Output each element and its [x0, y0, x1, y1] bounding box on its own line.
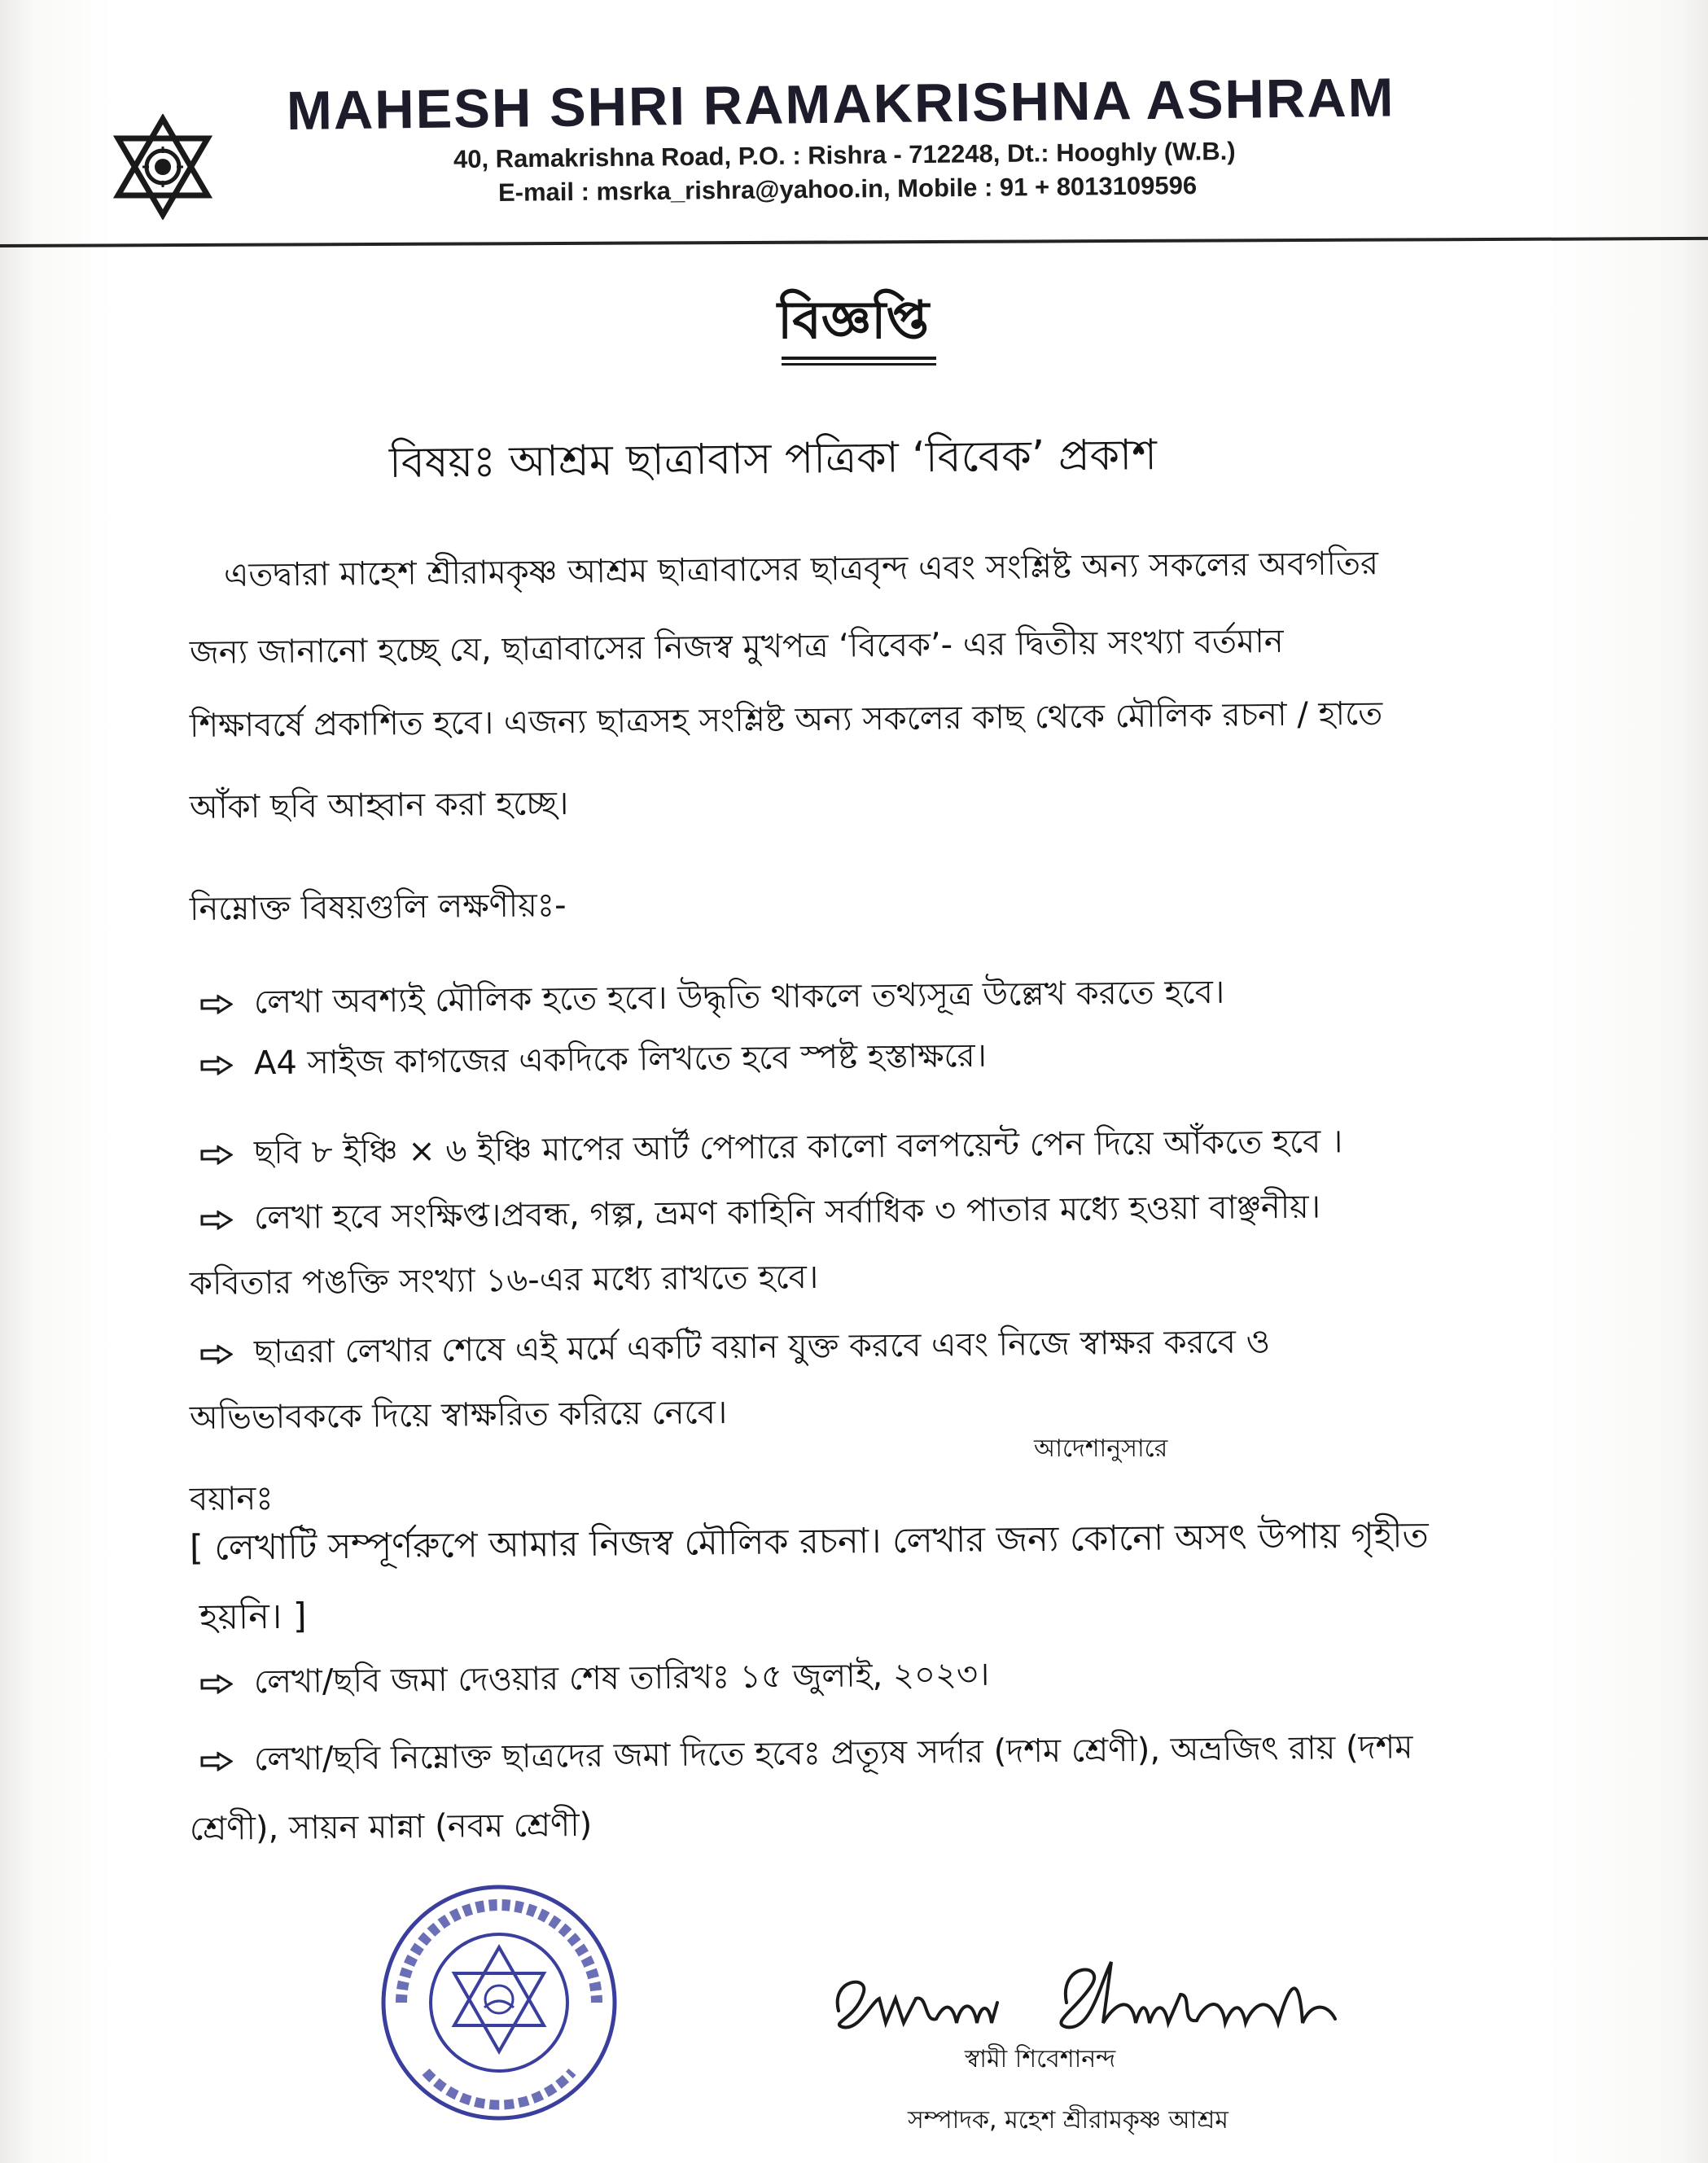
point-5 — [200, 1316, 1271, 1381]
point-2 — [200, 1030, 988, 1092]
point-4-text: লেখা হবে সংক্ষিপ্ত।প্রবন্ধ, গল্প, ভ্রমণ কাহিনি সর্বাধিক ৩ পাতার মধ্যে হওয়া বাঞ্ছনীয়। — [253, 1188, 1321, 1237]
points-heading: নিম্নোক্ত বিষয়গুলি লক্ষণীয়ঃ- — [189, 887, 567, 928]
organization-address: 40, Ramakrishna Road, P.O. : Rishra - 712248, Dt.: Hooghly (W.B.) — [453, 136, 1236, 173]
notice-title: বিজ্ঞপ্তি — [777, 291, 930, 351]
title-underline-2 — [782, 363, 936, 366]
declaration-line-2: হয়নি। ] — [199, 1596, 307, 1638]
point-1-text: লেখা অবশ্যই মৌলিক হতে হবে। উদ্ধৃতি থাকলে তথ্যসূত্র উল্লেখ করতে হবে। — [253, 973, 1225, 1022]
ashram-logo-icon — [110, 114, 216, 220]
submission-text: লেখা/ছবি নিম্নোক্ত ছাত্রদের জমা দিতে হবেঃ প্রত্যূষ সর্দার (দশম শ্রেণী), অভ্রজিৎ রায় (দশম — [253, 1728, 1413, 1779]
signature-scrawl — [822, 1946, 1392, 2043]
intro-line-3: শিক্ষাবর্ষে প্রকাশিত হবে। এজন্য ছাত্রসহ সংশ্লিষ্ট অন্য সকলের কাছ থেকে মৌলিক রচনা / হাতে — [189, 694, 1383, 745]
arrow-icon — [200, 1752, 233, 1771]
intro-line-4: আঁকা ছবি আহ্বান করা হচ্ছে। — [189, 785, 569, 826]
point-3 — [200, 1115, 1343, 1182]
deadline-text: লেখা/ছবি জমা দেওয়ার শেষ তারিখঃ ১৫ জুলাই, ২০২৩। — [253, 1655, 990, 1701]
signatory-name: স্বামী শিবেশানন্দ — [965, 2045, 1116, 2073]
point-3-text: ছবি ৮ ইঞ্চি × ৬ ইঞ্চি মাপের আর্ট পেপারে কালো বলপয়েন্ট পেন দিয়ে আঁকতে হবে । — [253, 1123, 1343, 1172]
arrow-icon — [200, 1211, 233, 1230]
point-5-continuation: অভিভাবককে দিয়ে স্বাক্ষরিত করিয়ে নেবে। — [189, 1394, 728, 1437]
signatory-designation: সম্পাদক, মহেশ শ্রীরামকৃষ্ণ আশ্রম — [908, 2106, 1228, 2135]
by-order-label: আদেশানুসারে — [1034, 1434, 1168, 1463]
arrow-icon — [200, 1056, 233, 1075]
arrow-icon — [200, 995, 233, 1014]
organization-contact: E-mail : msrka_rishra@yahoo.in, Mobile : 91 + 8013109596 — [497, 171, 1198, 207]
point-2-text: A4 সাইজ কাগজের একদিকে লিখতে হবে স্পষ্ট হস্তাক্ষরে। — [253, 1036, 988, 1083]
arrow-icon — [200, 1345, 233, 1364]
arrow-icon — [200, 1675, 233, 1694]
point-4 — [200, 1181, 1321, 1247]
submission-continuation: শ্রেণী), সায়ন মান্না (নবম শ্রেণী) — [189, 1806, 593, 1848]
ashram-seal — [377, 1881, 621, 2125]
point-4-continuation: কবিতার পঙক্তি সংখ্যা ১৬-এর মধ্যে রাখতে হবে। — [189, 1258, 819, 1303]
submission — [200, 1721, 1413, 1789]
point-5-text: ছাত্ররা লেখার শেষে এই মর্মে একটি বয়ান যুক্ত করবে এবং নিজে স্বাক্ষর করবে ও — [253, 1323, 1271, 1372]
organization-name: MAHESH SHRI RAMAKRISHNA ASHRAM — [286, 67, 1395, 142]
notice-subject: বিষয়ঃ আশ্রম ছাত্রাবাস পত্রিকা ‘বিবেক’ প্রকাশ — [388, 431, 1158, 488]
title-underline — [782, 357, 936, 360]
declaration-label: বয়ানঃ — [189, 1479, 274, 1518]
point-1 — [200, 966, 1225, 1031]
header-divider — [0, 237, 1708, 247]
declaration-line-1: [ লেখাটি সম্পূর্ণরুপে আমার নিজস্ব মৌলিক রচনা। লেখার জন্য কোনো অসৎ উপায় গৃহীত — [189, 1515, 1430, 1569]
arrow-icon — [200, 1145, 233, 1165]
intro-line-1: এতদ্বারা মাহেশ শ্রীরামকৃষ্ণ আশ্রম ছাত্রাবাসের ছাত্রবৃন্দ এবং সংশ্লিষ্ট অন্য সকলের অবগতির — [223, 545, 1379, 594]
intro-line-2: জন্য জানানো হচ্ছে যে, ছাত্রাবাসের নিজস্ব মুখপত্র ‘বিবেক’- এর দ্বিতীয় সংখ্যা বর্তমান — [189, 622, 1284, 672]
deadline — [200, 1649, 990, 1711]
